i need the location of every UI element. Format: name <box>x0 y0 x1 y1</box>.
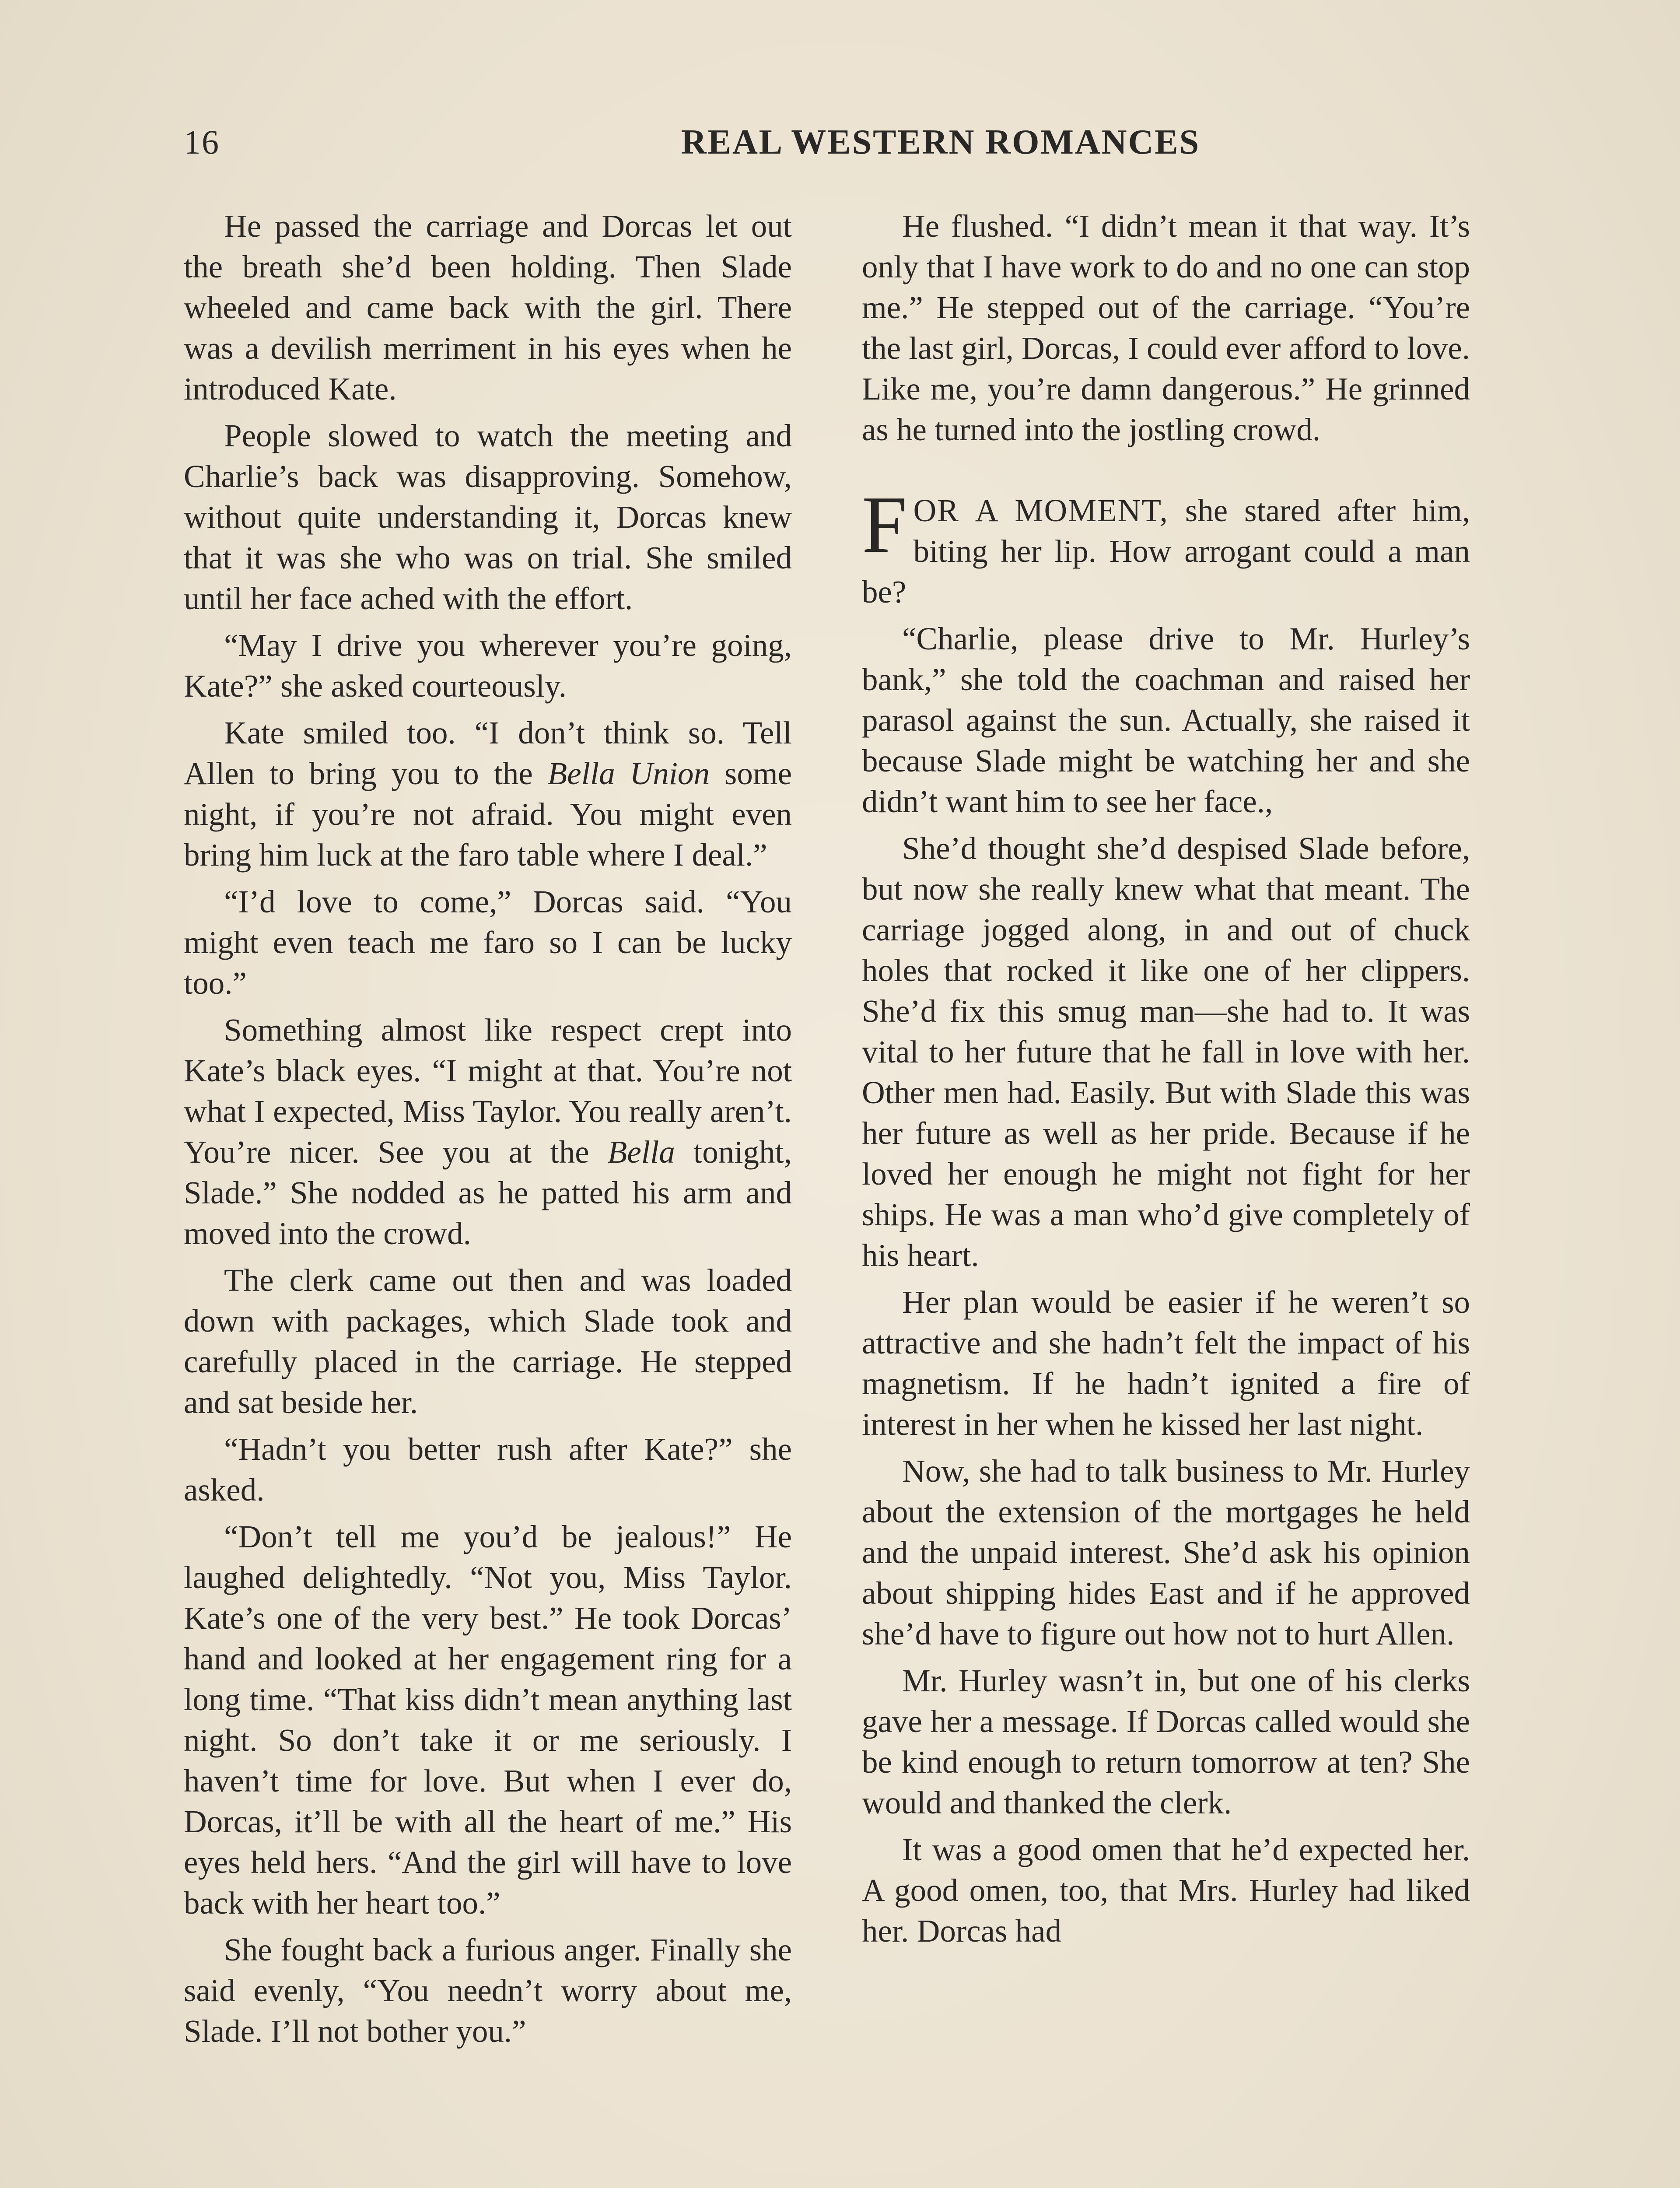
text-run: some night, if you’re not afraid. You might even bring him luck at the faro table where I deal.” <box>184 756 792 873</box>
italic-title: Bella Union <box>547 756 710 791</box>
paragraph: “I’d love to come,” Dorcas said. “You might even teach me faro so I can be lucky too.” <box>184 884 792 1001</box>
paragraph: It was a good omen that he’d expected her. A good omen, too, that Mrs. Hurley had liked her. Dorcas had <box>862 1832 1470 1949</box>
paragraph <box>184 1010 792 1254</box>
text-run: she stared after him, biting her lip. How arrogant could a man be? <box>862 493 1470 610</box>
right-column <box>862 206 1470 1957</box>
paragraph: “Don’t tell me you’d be jealous!” He laughed delightedly. “Not you, Miss Taylor. Kate’s one of the very best.” He took Dorcas’ hand and looked at her engagement ring for a long time. “That kiss didn’t mean anything last night. So don’t take it or me seriously. I haven’t time for love. But when I ever do, Dorcas, it’ll be with all the heart of me.” His eyes held hers. “And the girl will have to love back with her heart too.” <box>184 1519 792 1921</box>
paragraph: People slowed to watch the meeting and Charlie’s back was disapproving. Somehow, without quite understanding it, Dorcas knew that it was she who was on trial. She smiled until her face ached with the effort. <box>184 418 792 616</box>
paragraph: She fought back a furious anger. Finally she said evenly, “You needn’t worry about me, Slade. I’ll not bother you.” <box>184 1932 792 2049</box>
paragraph: Now, she had to talk business to Mr. Hurley about the extension of the mortgages he held and the unpaid interest. She’d ask his opinion about shipping hides East and if he approved she’d have to figure out how not to hurt Allen. <box>862 1453 1470 1652</box>
page-header <box>184 123 1496 171</box>
page-number: 16 <box>184 123 220 161</box>
text-run: Kate smiled too. “I don’t think so. Tell Allen to bring you to the <box>184 715 792 791</box>
paragraph: He flushed. “I didn’t mean it that way. It’s only that I have work to do and no one can stop me.” He stepped out of the carriage. “You’re the last girl, Dorcas, I could ever afford to love. Like me, you’re damn dangerous.” He grinned as he turned into the jostling crowd. <box>862 208 1470 447</box>
paragraph: “Hadn’t you better rush after Kate?” she asked. <box>184 1431 792 1508</box>
text-run: Something almost like respect crept into Kate’s black eyes. “I might at that. You’re not what I expected, Miss Taylor. You really aren’t. You’re nicer. See you at the <box>184 1012 792 1170</box>
running-title: REAL WESTERN ROMANCES <box>681 123 1200 161</box>
paragraph: Mr. Hurley wasn’t in, but one of his clerks gave her a message. If Dorcas called would she be kind enough to return tomorrow at ten? She would and thanked the clerk. <box>862 1663 1470 1820</box>
paragraph: Her plan would be easier if he weren’t so attractive and she hadn’t felt the impact of his magnetism. If he hadn’t ignited a fire of interest in her when he kissed her last night. <box>862 1284 1470 1442</box>
italic-title: Bella <box>607 1134 675 1170</box>
paragraph: The clerk came out then and was loaded down with packages, which Slade took and carefully placed in the carriage. He stepped and sat beside her. <box>184 1262 792 1420</box>
paragraph: “May I drive you wherever you’re going, Kate?” she asked courteously. <box>184 628 792 704</box>
paragraph: “Charlie, please drive to Mr. Hurley’s bank,” she told the coachman and raised her parasol against the sun. Actually, she raised it because Slade might be watching her and she didn’t want him to see her face., <box>862 621 1470 819</box>
text-run: tonight, Slade.” She nodded as he patted his arm and moved into the crowd. <box>184 1134 792 1251</box>
paragraph <box>184 712 792 875</box>
small-caps-lead: OR A MOMENT, <box>913 493 1169 528</box>
paragraph: She’d thought she’d despised Slade before, but now she really knew what that meant. The carriage jogged along, in and out of chuck holes that rocked it like one of her clippers. She’d fix this smug man—she had to. It was vital to her future that he fall in love with her. Other men had. Easily. But with Slade this was her future as well as her pride. Because if he loved her enough he might not fight for her ships. He was a man who’d give completely of his heart. <box>862 831 1470 1273</box>
paragraph: He passed the carriage and Dorcas let out the breath she’d been holding. Then Slade wheeled and came back with the girl. There was a devilish merriment in his eyes when he introduced Kate. <box>184 208 792 407</box>
section-opening-paragraph <box>862 480 1470 612</box>
left-column <box>184 206 792 2058</box>
drop-cap: F <box>862 480 907 570</box>
